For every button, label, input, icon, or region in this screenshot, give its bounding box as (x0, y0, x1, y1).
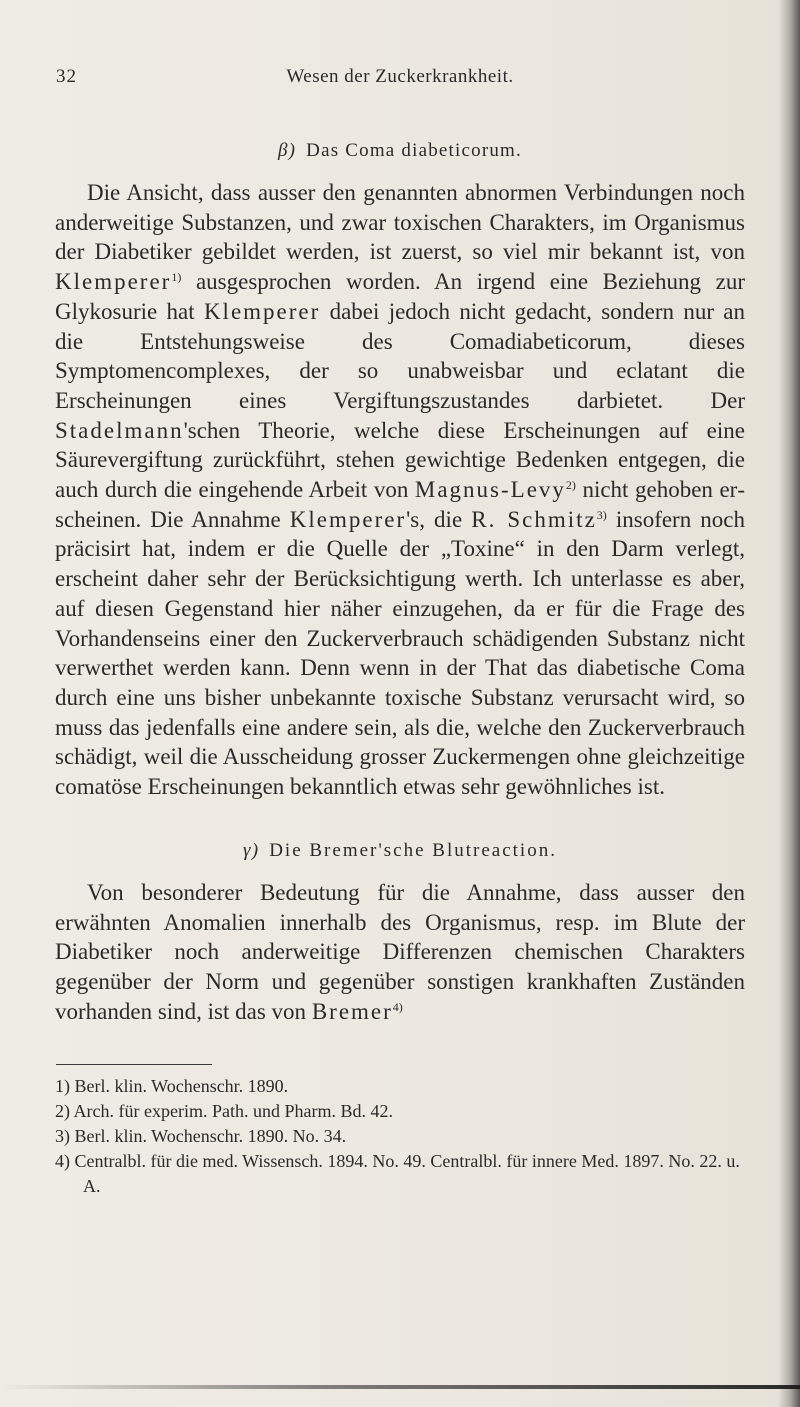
footnote-divider (56, 1064, 212, 1065)
author-name: Klemperer (55, 269, 172, 295)
footnote: 3) Berl. klin. Wochenschr. 1890. No. 34. (55, 1126, 347, 1146)
paragraph-coma (55, 178, 745, 802)
footnotes (55, 1074, 745, 1199)
page-bottom-edge (0, 1385, 800, 1389)
text-run: Von besonderer Bedeutung für die Annahme, dass ausser den erwähnten Anomalien innerhalb des Organismus, resp. im Blute der Diabetiker noch anderweitige Differenzen chemischen Charakters gegenüber der Norm und gegenüber sonstigen krankhaften Zuständen vorhanden sind, ist das von (55, 880, 745, 1024)
author-name: Bremer (311, 998, 393, 1024)
footnote-ref: 4) (392, 999, 403, 1014)
paragraph-text (55, 878, 745, 1027)
footnote-ref: 1) (171, 270, 182, 285)
running-title: Wesen der Zuckerkrankheit. (286, 66, 514, 87)
section-marker: β) (278, 140, 297, 161)
author-name: Klemperer (203, 298, 321, 324)
author-name: Magnus-Levy (414, 477, 566, 503)
text-run: dabei jedoch nicht gedacht, sondern nur an die Entstehungsweise des Comadiabeticorum, dieses Symptomencomplexes, der so unabweisbar und eclatant die Erscheinungen eines Vergiftungszustandes darbietet. Der (55, 298, 745, 413)
text-run: nicht gehoben erscheinen. Die Annahme (55, 477, 745, 532)
footnote-ref: 3) (596, 507, 607, 522)
paragraph-bremer (55, 878, 745, 1027)
author-name: Stadelmann (55, 417, 184, 443)
footnote-ref: 2) (565, 478, 576, 493)
text-run: 'schen Theorie, welche diese Erscheinungen auf eine Säurevergiftung zurückführt, stehen gewichtige Bedenken entgegen, die auch durch die eingehende Arbeit von (55, 417, 745, 503)
text-run: insofern noch präcisirt hat, indem er die Quelle der „Toxine“ in den Darm verlegt, erscheint daher sehr der Berücksichtigung werth. Ich unterlasse es aber, auf diesen Gegenstand hier näher einzugehen, da er für die Frage des Vorhandenseins einer den Zuckerverbrauch schädigenden Substanz nicht verwerthet werden kann. Denn wenn in der That das diabetische Coma durch eine uns bisher unbekannte toxische Substanz verursacht wird, so muss das jedenfalls eine andere sein, als die, welche den Zuckerverbrauch schädigt, weil die Ausscheidung grosser Zuckermengen ohne gleichzeitige comatöse Erscheinungen bekanntlich etwas sehr gewöhnliches ist. (55, 506, 745, 800)
section-title: Die Bremer'sche Blutreaction. (269, 840, 557, 861)
author-name: Klemperer (289, 506, 407, 532)
text-run: 's, die (406, 506, 472, 532)
text-run: Die Ansicht, dass ausser den genannten abnormen Verbindungen noch anderweitige Substanzen, und zwar toxischen Charakters, im Organismus der Diabetiker gebildet werden, ist zuerst, so viel mir bekannt ist, von (55, 180, 745, 265)
page-number: 32 (56, 66, 77, 87)
section-heading-bremer (0, 840, 800, 862)
section-title: Das Coma diabeticorum. (306, 140, 522, 161)
author-name: R. Schmitz (471, 506, 597, 532)
section-heading-coma (0, 140, 800, 162)
page-edge-shadow (778, 0, 800, 1407)
section-marker: γ) (243, 840, 260, 861)
footnote: 4) Centralbl. für die med. Wissensch. 1894. No. 49. Centralbl. für innere Med. 1897. No. 22. u. A. (55, 1151, 740, 1196)
text-run: ausgesprochen worden. An irgend eine Beziehung zur Glykosurie hat (55, 269, 745, 324)
footnote: 1) Berl. klin. Wochenschr. 1890. (55, 1076, 289, 1096)
paragraph-text (55, 178, 745, 802)
footnote: 2) Arch. für experim. Path. und Pharm. Bd. 42. (55, 1101, 393, 1121)
